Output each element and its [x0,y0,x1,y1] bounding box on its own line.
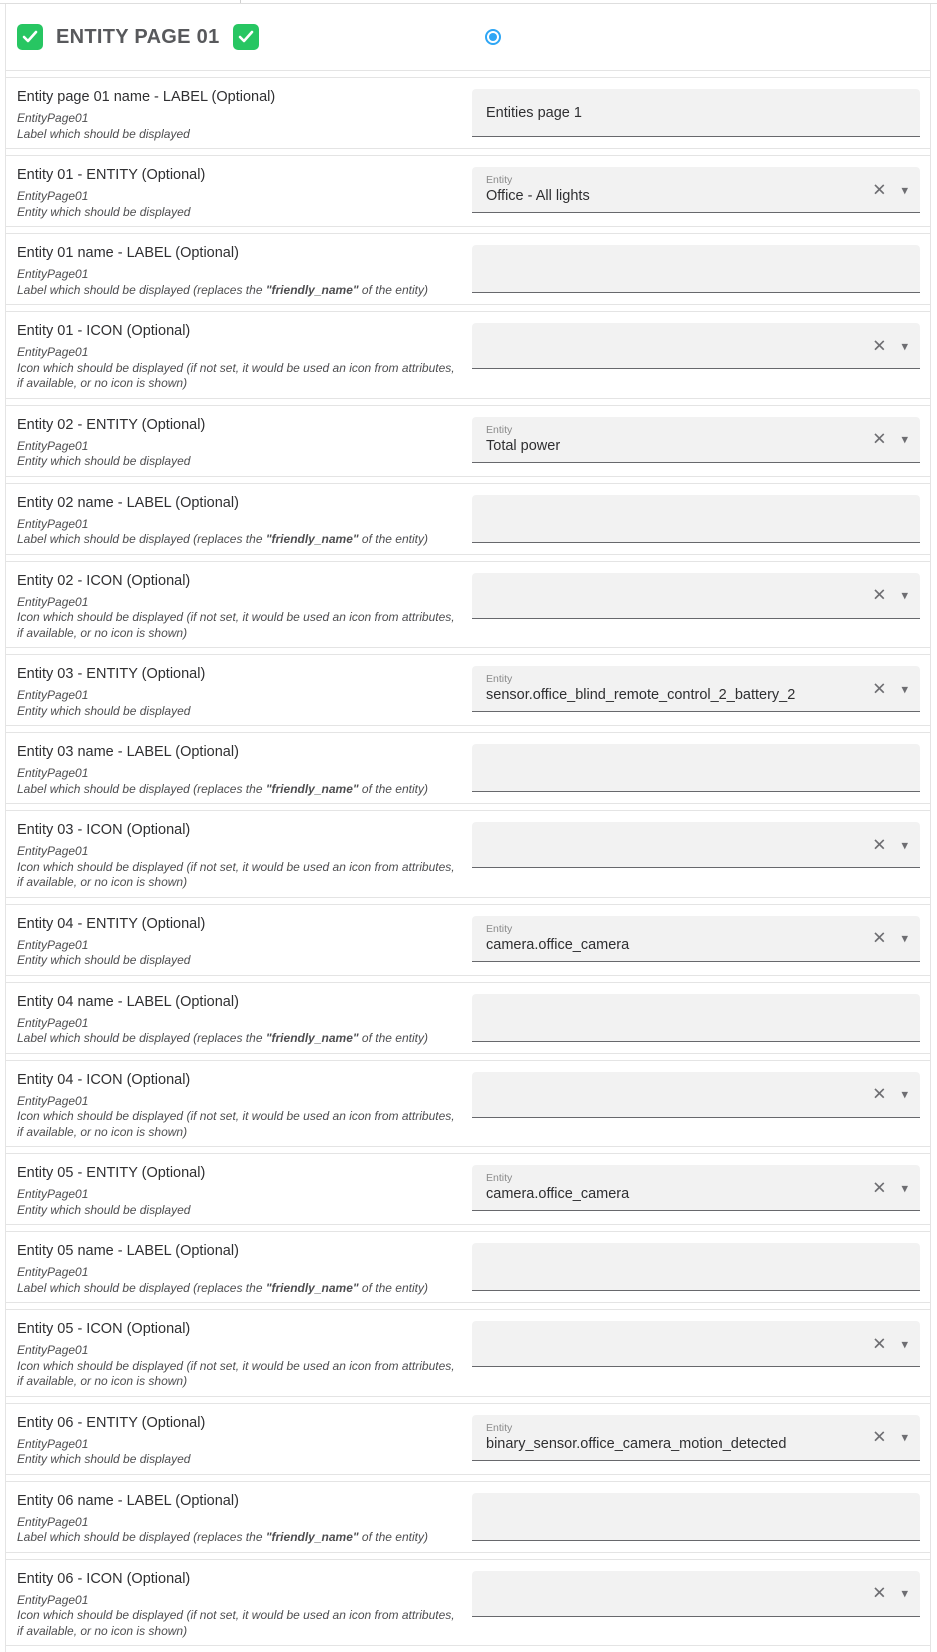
field-subtitle: EntityPage01 [17,1093,89,1108]
description-prefix: Icon which should be displayed (if not set, it would be used an icon from attributes, if available, or no icon is shown) [17,1608,455,1638]
field-title: Entity 02 name - LABEL (Optional) [17,494,239,511]
form-row-icon [6,1060,930,1148]
clear-icon[interactable]: ✕ [872,180,887,199]
description-prefix: Label which should be displayed (replaces the [17,532,266,546]
form-row-entity [6,904,930,976]
icon-select[interactable] [472,822,920,868]
field-subtitle: EntityPage01 [17,1343,89,1357]
clear-icon[interactable]: ✕ [872,835,887,854]
field-title: Entity 01 name - LABEL (Optional) [17,245,239,261]
form-row-icon [6,810,930,898]
field-title: Entity page 01 name - LABEL (Optional) [17,89,276,105]
form-row-entity [6,654,930,726]
entity-select[interactable] [472,167,920,213]
description-prefix: Label which should be displayed (replaces the [17,1031,266,1045]
field-description [17,953,462,969]
text-input[interactable] [472,1493,920,1541]
section-header [6,4,930,71]
dropdown-arrow-icon[interactable]: ▾ [901,1180,908,1195]
field-subtitle: EntityPage01 [17,1187,89,1201]
description-prefix: Entity which should be displayed [17,703,191,718]
dropdown-arrow-icon[interactable]: ▾ [901,587,908,603]
form-row-label [6,77,930,149]
dropdown-arrow-icon[interactable]: ▾ [901,338,908,353]
form-row-label [6,1231,930,1303]
field-subtitle: EntityPage01 [17,267,89,281]
input-value: Entities page 1 [486,104,582,121]
clear-icon[interactable]: ✕ [872,429,887,449]
radio-dot [489,33,497,41]
description-suffix: of the entity) [358,282,428,297]
field-subtitle: EntityPage01 [17,594,89,609]
description-prefix: Entity which should be displayed [17,204,191,219]
field-title: Entity 04 name - LABEL (Optional) [17,993,239,1010]
text-input[interactable] [472,744,920,792]
description-prefix: Label which should be displayed (replaces the [17,781,266,796]
select-value: binary_sensor.office_camera_motion_detected [486,1435,787,1452]
field-description [17,610,462,641]
field-subtitle: EntityPage01 [17,516,89,531]
field-description [17,361,462,392]
text-input[interactable] [472,1243,920,1291]
description-prefix: Icon which should be displayed (if not set, it would be used an icon from attributes, if available, or no icon is shown) [17,1358,455,1388]
select-floating-label: Entity [486,423,513,436]
description-prefix: Entity which should be displayed [17,1452,191,1466]
description-prefix: Entity which should be displayed [17,454,191,468]
clear-icon[interactable]: ✕ [872,1084,887,1104]
text-input[interactable] [472,89,920,137]
field-title: Entity 01 - ICON (Optional) [17,323,191,339]
description-bold: "friendly_name" [265,282,359,297]
form-row-label [6,982,930,1054]
field-title: Entity 06 name - LABEL (Optional) [17,1492,239,1509]
field-title: Entity 02 - ENTITY (Optional) [17,416,206,433]
dropdown-arrow-icon[interactable]: ▾ [901,837,908,852]
field-description [17,283,462,299]
section-enabled-checkbox[interactable] [17,24,43,50]
form-row-icon [6,311,930,399]
field-subtitle: EntityPage01 [17,844,89,858]
field-title: Entity 03 - ICON (Optional) [17,822,191,838]
form-row-icon [6,561,930,649]
description-suffix: of the entity) [358,1031,428,1045]
field-description [17,454,462,470]
select-floating-label: Entity [486,1172,513,1184]
dropdown-arrow-icon[interactable]: ▾ [901,431,908,447]
field-description [17,1608,462,1639]
field-subtitle: EntityPage01 [17,1015,89,1030]
entity-select[interactable] [472,666,920,712]
text-input[interactable] [472,495,920,543]
config-panel [5,4,931,1652]
description-prefix: Label which should be displayed (replaces the [17,282,266,297]
form-row-icon [6,1559,930,1647]
field-subtitle: EntityPage01 [17,688,89,702]
field-description [17,205,462,221]
clear-icon[interactable]: ✕ [872,1583,887,1603]
field-title: Entity 05 name - LABEL (Optional) [17,1243,239,1259]
dropdown-arrow-icon[interactable]: ▾ [901,1336,908,1351]
clear-icon[interactable]: ✕ [872,1178,887,1197]
icon-select[interactable] [472,1571,920,1617]
form-row-icon [6,1309,930,1397]
description-suffix: of the entity) [358,781,428,796]
entity-select[interactable] [472,417,920,463]
field-title: Entity 05 - ENTITY (Optional) [17,1165,206,1181]
dropdown-arrow-icon[interactable]: ▾ [901,1585,908,1601]
form-row-entity [6,1403,930,1475]
field-subtitle: EntityPage01 [17,1265,89,1279]
clear-icon[interactable]: ✕ [872,679,887,698]
description-prefix: Entity which should be displayed [17,1202,191,1217]
field-description [17,1031,462,1047]
form-row-entity [6,155,930,227]
dropdown-arrow-icon[interactable]: ▾ [901,930,908,946]
entity-select[interactable] [472,916,920,962]
field-title: Entity 02 - ICON (Optional) [17,572,191,589]
description-bold: "friendly_name" [265,532,359,546]
page-title: ENTITY PAGE 01 [56,25,220,48]
clear-icon[interactable]: ✕ [872,585,887,605]
field-description [17,1530,462,1546]
field-subtitle: EntityPage01 [17,189,89,203]
field-title: Entity 06 - ICON (Optional) [17,1570,191,1587]
description-prefix: Icon which should be displayed (if not set, it would be used an icon from attributes, if available, or no icon is shown) [17,859,455,889]
field-title: Entity 03 - ENTITY (Optional) [17,666,206,682]
description-prefix: Icon which should be displayed (if not set, it would be used an icon from attributes, if available, or no icon is shown) [17,1109,455,1139]
field-title: Entity 03 name - LABEL (Optional) [17,744,239,760]
section-visible-checkbox[interactable] [233,24,259,50]
field-description [17,1109,462,1140]
description-suffix: of the entity) [358,532,428,546]
description-prefix: Label which should be displayed (replaces the [17,1280,266,1295]
clear-icon[interactable]: ✕ [872,1427,887,1447]
field-subtitle: EntityPage01 [17,1592,89,1607]
page-top-tick [240,0,241,3]
field-title: Entity 04 - ICON (Optional) [17,1071,191,1088]
text-input[interactable] [472,994,920,1042]
dropdown-arrow-icon[interactable]: ▾ [901,182,908,197]
icon-select[interactable] [472,1321,920,1367]
clear-icon[interactable]: ✕ [872,1334,887,1353]
clear-icon[interactable]: ✕ [872,928,887,948]
description-bold: "friendly_name" [265,781,359,796]
field-subtitle: EntityPage01 [17,111,89,125]
field-description [17,127,462,143]
text-input[interactable] [472,245,920,293]
select-value: camera.office_camera [486,1186,630,1202]
form-row-label [6,1481,930,1553]
field-subtitle: EntityPage01 [17,438,89,453]
description-suffix: of the entity) [358,1530,428,1544]
entity-select[interactable] [472,1415,920,1461]
field-description [17,1452,462,1468]
field-description [17,1359,462,1390]
field-description [17,782,462,798]
description-bold: "friendly_name" [265,1031,359,1045]
field-title: Entity 01 - ENTITY (Optional) [17,167,206,183]
field-description [17,704,462,720]
select-value: sensor.office_blind_remote_control_2_battery_2 [486,687,796,703]
field-subtitle: EntityPage01 [17,1436,89,1451]
field-title: Entity 05 - ICON (Optional) [17,1321,191,1337]
description-prefix: Icon which should be displayed (if not set, it would be used an icon from attributes, if available, or no icon is shown) [17,360,455,390]
entity-select[interactable] [472,1165,920,1211]
select-value: Total power [486,437,561,454]
field-description [17,532,462,548]
icon-select[interactable] [472,1072,920,1118]
field-subtitle: EntityPage01 [17,345,89,359]
form-row-entity [6,405,930,477]
field-subtitle: EntityPage01 [17,937,89,952]
form-row-label [6,732,930,804]
dropdown-arrow-icon[interactable]: ▾ [901,1429,908,1445]
field-title: Entity 04 - ENTITY (Optional) [17,915,206,932]
form-row-label [6,233,930,305]
clear-icon[interactable]: ✕ [872,336,887,355]
select-value: camera.office_camera [486,936,630,953]
description-prefix: Label which should be displayed (replaces the [17,1530,266,1544]
select-floating-label: Entity [486,673,513,685]
field-title: Entity 06 - ENTITY (Optional) [17,1414,206,1431]
select-floating-label: Entity [486,922,513,935]
description-bold: "friendly_name" [265,1530,359,1544]
select-floating-label: Entity [486,1421,513,1434]
form-row-label [6,483,930,555]
description-suffix: of the entity) [358,1280,428,1295]
dropdown-arrow-icon[interactable]: ▾ [901,681,908,696]
field-description [17,860,462,891]
icon-select[interactable] [472,323,920,369]
description-bold: "friendly_name" [265,1280,359,1295]
dropdown-arrow-icon[interactable]: ▾ [901,1086,908,1102]
page-selected-radio[interactable] [485,29,501,45]
description-prefix: Icon which should be displayed (if not set, it would be used an icon from attributes, if available, or no icon is shown) [17,610,455,640]
select-value: Office - All lights [486,188,590,204]
field-subtitle: EntityPage01 [17,766,89,780]
icon-select[interactable] [472,573,920,619]
field-description [17,1203,462,1219]
form-row-entity [6,1153,930,1225]
description-prefix: Label which should be displayed [17,126,190,141]
select-floating-label: Entity [486,174,513,186]
description-prefix: Entity which should be displayed [17,953,191,967]
field-description [17,1281,462,1297]
field-subtitle: EntityPage01 [17,1514,89,1529]
